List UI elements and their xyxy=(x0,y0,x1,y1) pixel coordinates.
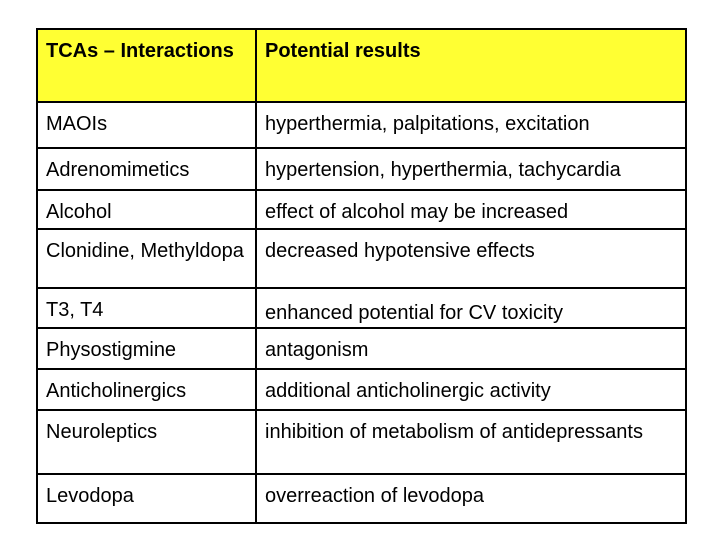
table-row xyxy=(37,148,686,190)
table-row xyxy=(37,102,686,148)
table-row xyxy=(37,328,686,369)
result-cell: additional anticholinergic activity xyxy=(256,369,686,410)
header-interactions: TCAs – Interactions xyxy=(37,29,256,102)
table-row xyxy=(37,474,686,523)
table-row xyxy=(37,369,686,410)
result-cell: enhanced potential for CV toxicity xyxy=(256,288,686,328)
drug-cell: MAOIs xyxy=(37,102,256,148)
drug-cell: Alcohol xyxy=(37,190,256,229)
table-row xyxy=(37,190,686,229)
table-row xyxy=(37,288,686,328)
result-cell: effect of alcohol may be increased xyxy=(256,190,686,229)
result-cell: overreaction of levodopa xyxy=(256,474,686,523)
drug-cell: Levodopa xyxy=(37,474,256,523)
table-row xyxy=(37,410,686,474)
result-cell: hypertension, hyperthermia, tachycardia xyxy=(256,148,686,190)
drug-cell: Anticholinergics xyxy=(37,369,256,410)
tca-interactions-table xyxy=(36,28,687,524)
drug-cell: Clonidine, Methyldopa xyxy=(37,229,256,288)
header-potential-results: Potential results xyxy=(256,29,686,102)
drug-cell: Neuroleptics xyxy=(37,410,256,474)
result-cell: antagonism xyxy=(256,328,686,369)
result-cell: decreased hypotensive effects xyxy=(256,229,686,288)
drug-cell: Adrenomimetics xyxy=(37,148,256,190)
result-cell: hyperthermia, palpitations, excitation xyxy=(256,102,686,148)
drug-cell: Physostigmine xyxy=(37,328,256,369)
table-header-row xyxy=(37,29,686,102)
table-row xyxy=(37,229,686,288)
result-cell: inhibition of metabolism of antidepressants xyxy=(256,410,686,474)
drug-cell: T3, T4 xyxy=(37,288,256,328)
